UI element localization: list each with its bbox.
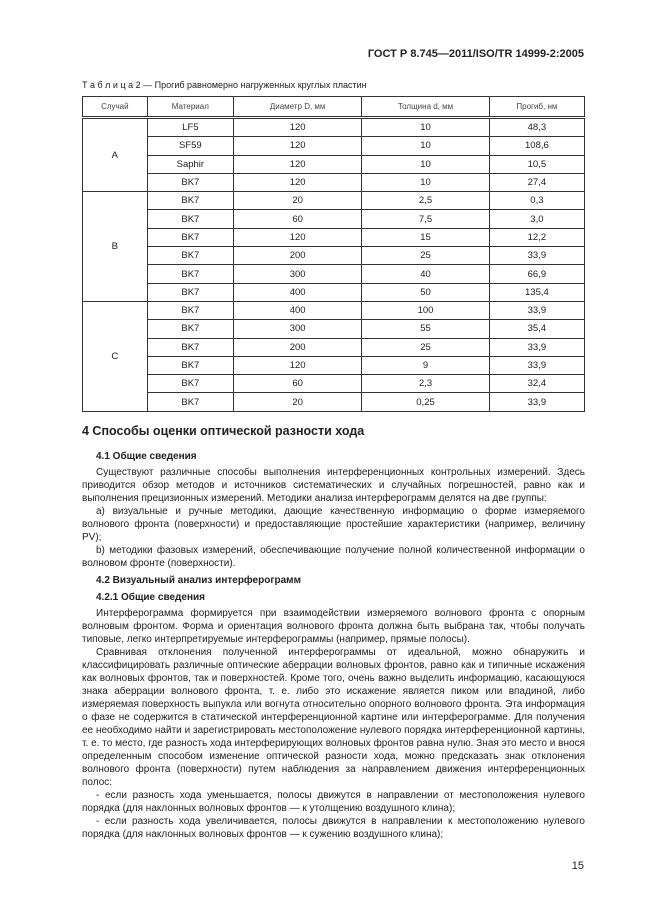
- table-cell: BK7: [147, 356, 233, 374]
- table-row: [83, 301, 585, 319]
- table-cell: 48,3: [489, 118, 584, 137]
- paragraph: Сравнивая отклонения полученной интерферограммы от идеальной, можно обнаружить и классифицировать различные оптические аберрации волновых фронтов, равно как и типичные искажения как волновых фронтов, так и поверхностей. Кроме того, очень важно выделить информацию, касающуюся знака аберрации волнового фронта, т. е. либо это искажение является пиком или впадиной, либо измеряемая поверхность выпукла или вогнута относительно опорного волнового фронта. Эта информация о фазе не содержится в статической интерференционной картине или интерферограмме. Для получения ее необходимо найти и зарегистрировать местоположение нулевого порядка интерференционной картины, т. е. то место, где разность хода интерферирующих волновых фронтов равна нулю. Зная это место и внося определенным способом изменение оптической разности хода, можно предсказать знак отклонения волнового фронта (поверхности) путем наблюдения за направлением движения интерференционных полос:: [82, 647, 585, 788]
- table-cell: 60: [234, 210, 362, 228]
- table-cell: 3,0: [489, 210, 584, 228]
- table-cell: 20: [234, 393, 362, 411]
- table-cell: 33,9: [489, 301, 584, 319]
- column-header: Случай: [83, 97, 148, 118]
- table-row: [83, 228, 585, 246]
- case-cell: B: [83, 192, 148, 302]
- table-cell: LF5: [147, 118, 233, 137]
- table-cell: 7,5: [362, 210, 490, 228]
- table-row: [83, 265, 585, 283]
- table-cell: BK7: [147, 320, 233, 338]
- table-cell: 33,9: [489, 393, 584, 411]
- table-cell: 27,4: [489, 173, 584, 191]
- table-cell: 400: [234, 283, 362, 301]
- table-cell: 200: [234, 338, 362, 356]
- table-cell: 9: [362, 356, 490, 374]
- table-cell: 12,2: [489, 228, 584, 246]
- table-cell: 120: [234, 118, 362, 137]
- table-row: [83, 173, 585, 191]
- table-cell: 120: [234, 173, 362, 191]
- paragraph: a) визуальные и ручные методики, дающие качественную информацию о форме измеряемого волнового фронта (поверхности) и предоставляющие простейшие характеристики (например, величину PV);: [82, 506, 585, 543]
- table-row: [83, 155, 585, 173]
- section-title: 4 Способы оценки оптической разности хода: [82, 424, 365, 438]
- table-row: [83, 247, 585, 265]
- column-header: Прогиб, нм: [489, 97, 584, 118]
- table-cell: Saphir: [147, 155, 233, 173]
- table-cell: 15: [362, 228, 490, 246]
- table-row: [83, 118, 585, 137]
- table-cell: 120: [234, 137, 362, 155]
- table-cell: BK7: [147, 228, 233, 246]
- deflection-table: [82, 96, 585, 412]
- table-cell: BK7: [147, 192, 233, 210]
- subsection-title: 4.2.1 Общие сведения: [96, 592, 205, 603]
- table-row: [83, 192, 585, 210]
- page-number: 15: [571, 860, 584, 872]
- table-cell: 300: [234, 320, 362, 338]
- table-cell: 20: [234, 192, 362, 210]
- table-cell: 108,6: [489, 137, 584, 155]
- table-cell: 10: [362, 173, 490, 191]
- column-header: Диаметр D, мм: [234, 97, 362, 118]
- table-cell: BK7: [147, 393, 233, 411]
- table-cell: 33,9: [489, 356, 584, 374]
- table-row: [83, 210, 585, 228]
- table-cell: 0,3: [489, 192, 584, 210]
- table-row: [83, 283, 585, 301]
- paragraph: - если разность хода уменьшается, полосы движутся в направлении от местоположения нулевого порядка (для наклонных волновых фронтов — к утолщению воздушного клина);: [82, 790, 585, 814]
- table-cell: 40: [362, 265, 490, 283]
- paragraph: b) методики фазовых измерений, обеспечивающие получение полной количественной информации о волновом фронте (поверхности).: [82, 545, 585, 569]
- table-row: [83, 137, 585, 155]
- document-body: [82, 425, 585, 841]
- table-row: [83, 356, 585, 374]
- table-cell: 60: [234, 375, 362, 393]
- table-cell: 55: [362, 320, 490, 338]
- table-cell: 400: [234, 301, 362, 319]
- table-cell: 135,4: [489, 283, 584, 301]
- table-cell: 66,9: [489, 265, 584, 283]
- table-cell: BK7: [147, 210, 233, 228]
- table-cell: 25: [362, 338, 490, 356]
- table-row: [83, 375, 585, 393]
- table-cell: 120: [234, 155, 362, 173]
- table-cell: 35,4: [489, 320, 584, 338]
- table-cell: 120: [234, 228, 362, 246]
- table-cell: SF59: [147, 137, 233, 155]
- table-row: [83, 320, 585, 338]
- case-cell: A: [83, 118, 148, 192]
- subsection-title: 4.2 Визуальный анализ интерферограмм: [96, 575, 301, 586]
- table-cell: 10,5: [489, 155, 584, 173]
- table-cell: BK7: [147, 283, 233, 301]
- paragraph: - если разность хода увеличивается, полосы движутся в направлении к местоположению нулевого порядка (для наклонных волновых фронтов — к сужению воздушного клина);: [82, 816, 585, 840]
- table-cell: 32,4: [489, 375, 584, 393]
- table-cell: BK7: [147, 247, 233, 265]
- table-cell: BK7: [147, 173, 233, 191]
- subsection-title: 4.1 Общие сведения: [96, 451, 197, 462]
- table-caption: Т а б л и ц а 2 — Прогиб равномерно нагруженных круглых пластин: [82, 80, 367, 90]
- table-cell: BK7: [147, 375, 233, 393]
- paragraph: Существуют различные способы выполнения интерференционных контрольных измерений. Здесь приводится обзор методов и источников систематических и случайных погрешностей, равно как и выполнения прецизионных измерений. Методики анализа интерферограмм делятся на две группы:: [82, 467, 585, 504]
- table-cell: 33,9: [489, 247, 584, 265]
- paragraph: Интерферограмма формируется при взаимодействии измеряемого волнового фронта с опорным волновым фронтом. Форма и ориентация волнового фронта должна быть выбрана так, чтобы получать типовые, легко интерпретируемые интерферограммы (например, прямые полосы).: [82, 608, 585, 645]
- table-cell: 10: [362, 118, 490, 137]
- table-cell: 2,5: [362, 192, 490, 210]
- table-row: [83, 393, 585, 411]
- table-cell: BK7: [147, 338, 233, 356]
- table-cell: 33,9: [489, 338, 584, 356]
- table-cell: 0,25: [362, 393, 490, 411]
- table-row: [83, 338, 585, 356]
- table-cell: 2,3: [362, 375, 490, 393]
- table-cell: 200: [234, 247, 362, 265]
- document-header: ГОСТ Р 8.745—2011/ISO/TR 14999-2:2005: [367, 48, 584, 60]
- table-cell: 50: [362, 283, 490, 301]
- table-cell: 25: [362, 247, 490, 265]
- column-header: Толщина d, мм: [362, 97, 490, 118]
- table-cell: 10: [362, 155, 490, 173]
- table-cell: 120: [234, 356, 362, 374]
- table-cell: BK7: [147, 301, 233, 319]
- table-cell: 300: [234, 265, 362, 283]
- table-cell: BK7: [147, 265, 233, 283]
- case-cell: C: [83, 301, 148, 411]
- table-cell: 100: [362, 301, 490, 319]
- table-cell: 10: [362, 137, 490, 155]
- column-header: Материал: [147, 97, 233, 118]
- table-header-row: [83, 97, 585, 118]
